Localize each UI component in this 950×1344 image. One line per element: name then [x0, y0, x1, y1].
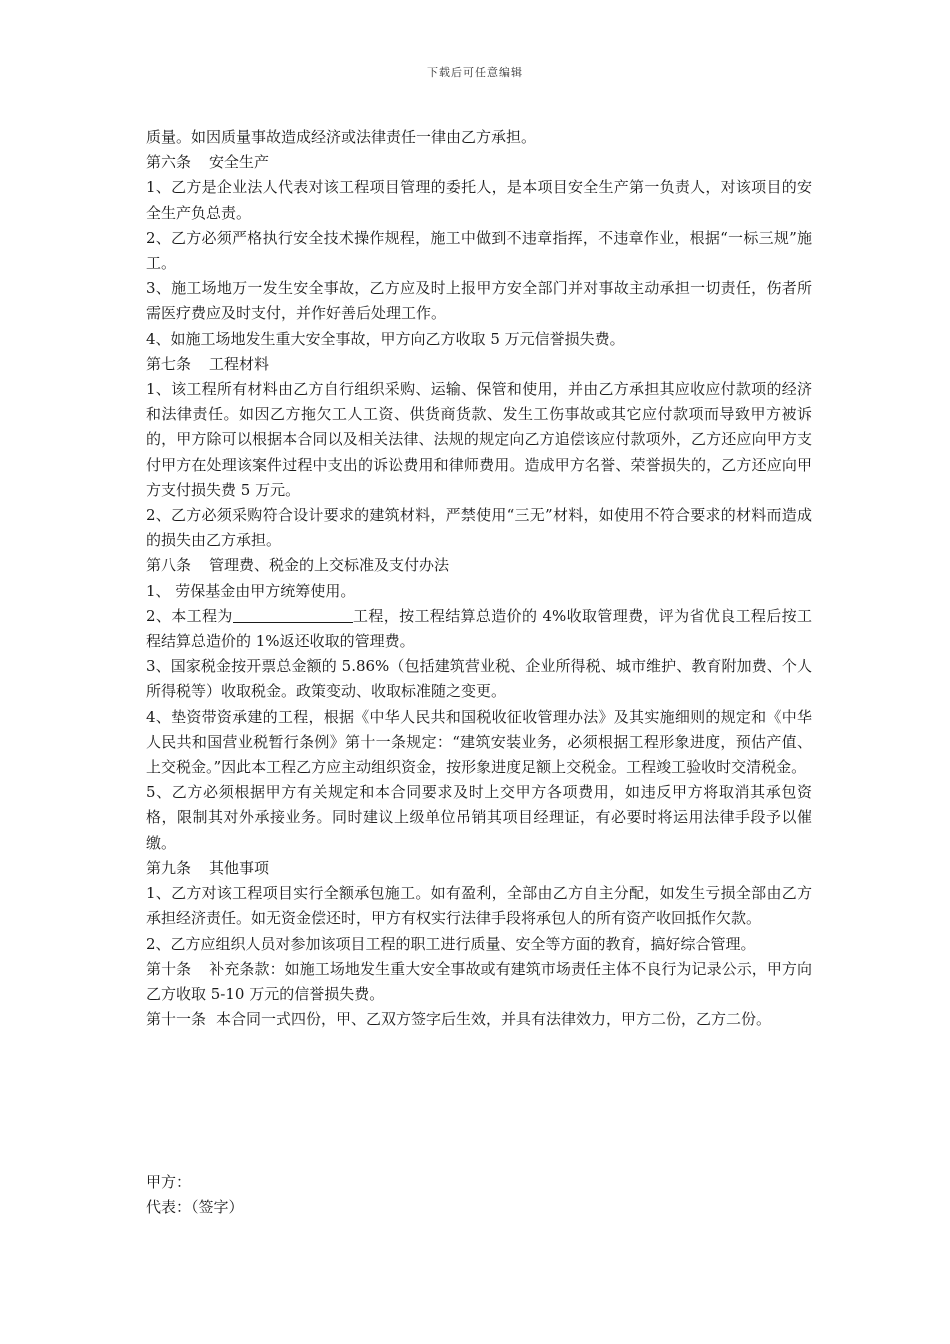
article-number: 第七条	[146, 354, 192, 373]
paragraph: 3、国家税金按开票总金额的 5.86%（包括建筑营业税、企业所得税、城市维护、教育附加费、个人所得税等）收取税金。政策变动、收取标准随之变更。	[146, 657, 812, 701]
paragraph: 1、 劳保基金由甲方统筹使用。	[146, 581, 356, 600]
article-10	[146, 957, 812, 1007]
article-8-heading	[146, 553, 812, 578]
signature-block	[146, 1170, 244, 1220]
page-header: 下载后可任意编辑	[427, 66, 523, 79]
paragraph: 1、乙方是企业法人代表对该工程项目管理的委托人，是本项目安全生产第一负责人，对该项目的安全生产负总责。	[146, 178, 812, 222]
article-number: 第十一条	[146, 1010, 207, 1029]
paragraph: 1、乙方对该工程项目实行全额承包施工。如有盈利，全部由乙方自主分配，如发生亏损全部由乙方承担经济责任。如无资金偿还时，甲方有权实行法律手段将承包人的所有资产收回抵作欠款。	[146, 884, 812, 928]
article-title: 安全生产	[209, 153, 270, 172]
paragraph: 2、乙方必须严格执行安全技术操作规程，施工中做到不违章指挥，不违章作业，根据“一标三规”施工。	[146, 228, 812, 273]
article-6-heading	[146, 150, 812, 175]
paragraph: 4、垫资带资承建的工程，根据《中华人民共和国税收征收管理办法》及其实施细则的规定和《中华人民共和国营业税暂行条例》第十一条规定：“建筑安装业务，必须根据工程形象进度，预估产值、上交税金。”因此本工程乙方应主动组织资金，按形象进度足额上交税金。工程竣工验收时交清税金。	[146, 707, 812, 777]
article-number: 第十条	[146, 959, 192, 978]
paragraph: 2、乙方应组织人员对参加该项目工程的职工进行质量、安全等方面的教育，搞好综合管理。	[146, 934, 756, 953]
article-number: 第六条	[146, 153, 192, 172]
paragraph: 2、乙方必须采购符合设计要求的建筑材料，严禁使用“三无”材料，如使用不符合要求的材料而造成的损失由乙方承担。	[146, 506, 812, 550]
representative-label: 代表：（签字）	[146, 1198, 244, 1217]
article-text: 如施工场地发生重大安全事故或有建筑市场责任主体不良行为记录公示，甲方向乙方收取 5-10 万元的信誉损失费。	[146, 959, 812, 1003]
fill-in-blank	[233, 607, 353, 623]
article-title: 补充条款：	[209, 959, 285, 978]
article-number: 第八条	[146, 556, 192, 575]
paragraph: 5、乙方必须根据甲方有关规定和本合同要求及时上交甲方各项费用，如违反甲方将取消其承包资格，限制其对外承接业务。同时建议上级单位吊销其项目经理证，有必要时将运用法律手段予以催缴。	[146, 783, 812, 852]
article-9-heading	[146, 856, 812, 881]
party-a-label: 甲方：	[146, 1173, 192, 1191]
article-11	[146, 1007, 812, 1032]
article-7-heading	[146, 352, 812, 377]
paragraph-rest: 工程，按工程结算总造价的 4%收取管理费，评为省优良工程后按工程结算总造价的 1%返还收取的管理费。	[146, 606, 812, 651]
paragraph: 4、如施工场地发生重大安全事故，甲方向乙方收取 5 万元信誉损失费。	[146, 329, 625, 348]
article-number: 第九条	[146, 858, 192, 877]
paragraph: 3、施工场地万一发生安全事故，乙方应及时上报甲方安全部门并对事故主动承担一切责任，伤者所需医疗费应及时支付，并作好善后处理工作。	[146, 279, 812, 323]
paragraph-prefix: 2、本工程为	[146, 606, 233, 625]
article-title: 工程材料	[209, 354, 270, 373]
article-text: 本合同一式四份，甲、乙双方签字后生效，并具有法律效力，甲方二份，乙方二份。	[216, 1010, 772, 1029]
contract-body	[146, 125, 812, 1032]
article-title: 管理费、税金的上交标准及支付办法	[209, 556, 450, 575]
paragraph-with-blank	[146, 604, 812, 654]
article-title: 其他事项	[209, 858, 270, 877]
paragraph: 质量。如因质量事故造成经济或法律责任一律由乙方承担。	[146, 128, 537, 146]
paragraph: 1、该工程所有材料由乙方自行组织采购、运输、保管和使用，并由乙方承担其应收应付款项的经济和法律责任。如因乙方拖欠工人工资、供货商货款、发生工伤事故或其它应付款项而导致甲方被诉的，甲方除可以根据本合同以及相关法律、法规的规定向乙方追偿该应付款项外，乙方还应向甲方支付甲方在处理该案件过程中支出的诉讼费用和律师费用。造成甲方名誉、荣誉损失的，乙方还应向甲方支付损失费 5 万元。	[146, 380, 812, 499]
